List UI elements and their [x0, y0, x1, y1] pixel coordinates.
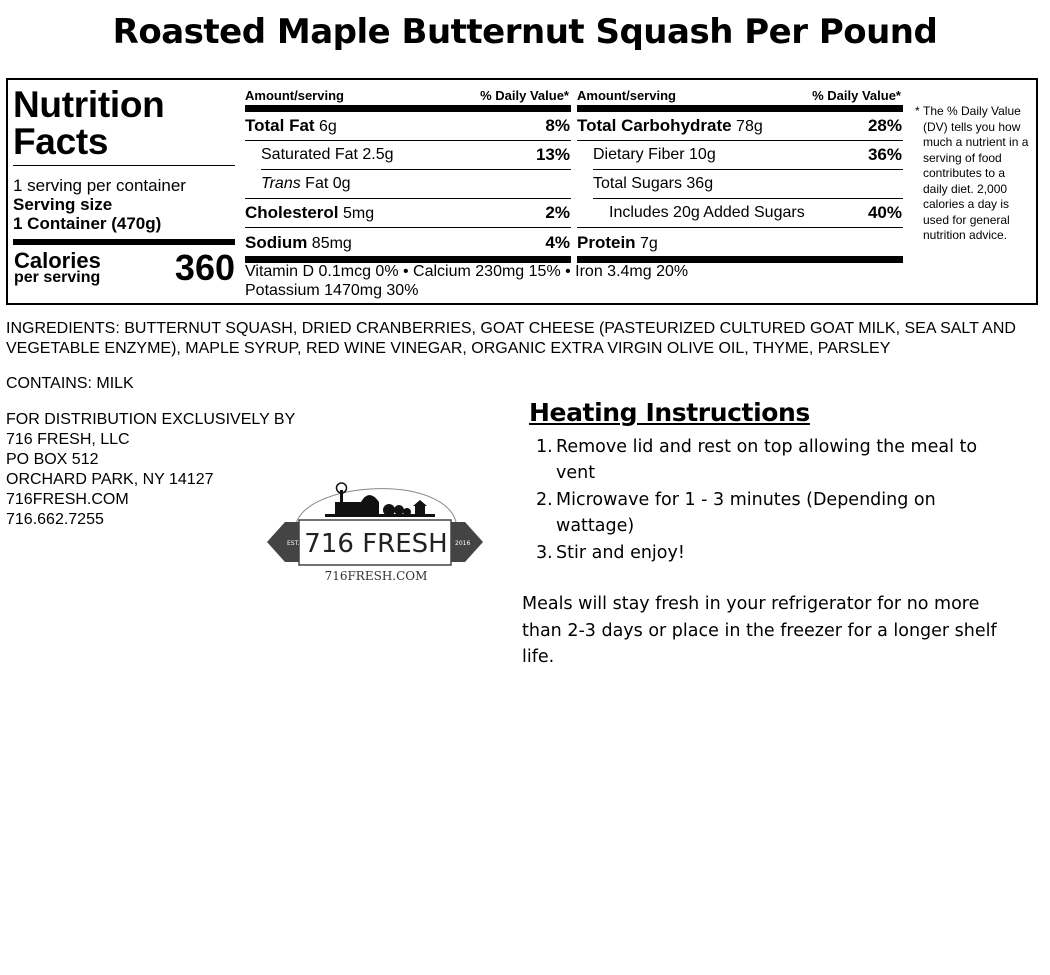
- nutrient-row-total-fat: [245, 112, 571, 141]
- brand-logo: [265, 472, 487, 587]
- divider: [13, 165, 235, 166]
- dv-header: % Daily Value*: [480, 88, 569, 103]
- nutrient-dv: 2%: [545, 203, 570, 222]
- nutrient-amount: 85mg: [311, 235, 352, 252]
- distributor-line: FOR DISTRIBUTION EXCLUSIVELY BY: [6, 411, 296, 428]
- nutrient-dv: 28%: [867, 116, 902, 135]
- storage-note: Meals will stay fresh in your refrigerator for no more than 2-3 days or place in the freezer for a longer shelf life.: [522, 594, 997, 667]
- nutrient-row-added-sugars: [577, 199, 903, 228]
- nutrient-amount: 2.5g: [362, 146, 394, 163]
- heating-step: [530, 540, 990, 566]
- nutrient-row-saturated-fat: [245, 141, 571, 170]
- nutrient-name: Includes 20g Added Sugars: [609, 204, 805, 221]
- vitamins-line-1: Vitamin D 0.1mcg 0% • Calcium 230mg 15% • Iron 3.4mg 20%: [245, 263, 689, 280]
- column-header: [577, 88, 903, 105]
- nutrient-dv: 36%: [867, 145, 902, 164]
- column-bar: [245, 105, 571, 112]
- nutrient-column-left: [245, 88, 571, 263]
- serving-size-value: 1 Container (470g): [13, 214, 162, 233]
- heating-step: [530, 434, 990, 486]
- calories-label: Calories: [14, 248, 101, 273]
- heating-step: [530, 487, 990, 539]
- step-number: 3.: [536, 543, 553, 563]
- nutrient-name: Trans: [261, 175, 301, 192]
- calories-sub-label: per serving: [14, 269, 101, 286]
- nutrition-facts-panel: [6, 78, 1038, 305]
- nutrient-amount: 6g: [319, 118, 337, 135]
- amount-header: Amount/serving: [577, 88, 676, 103]
- nutrient-name: Total Sugars: [593, 175, 682, 192]
- step-number: 1.: [536, 437, 553, 457]
- column-header: [245, 88, 571, 105]
- nutrient-row-protein: [577, 228, 903, 263]
- logo-url: 716FRESH.COM: [324, 569, 428, 583]
- servings-per-container: 1 serving per container: [13, 176, 186, 195]
- vitamins-line-2: Potassium 1470mg 30%: [245, 282, 419, 299]
- footnote-asterisk: *: [915, 104, 920, 118]
- daily-value-footnote: [915, 104, 1030, 244]
- nutrient-amount: 36g: [686, 175, 714, 192]
- calories-block: [13, 248, 235, 294]
- nutrient-name: Total Carbohydrate: [577, 116, 732, 135]
- logo-est: EST.: [287, 540, 300, 547]
- nutrition-heading: [13, 86, 235, 160]
- step-text: Stir and enjoy!: [556, 543, 685, 563]
- logo-name: 716 FRESH: [304, 529, 448, 559]
- nutrient-row-cholesterol: [245, 199, 571, 228]
- ingredients-list: INGREDIENTS: BUTTERNUT SQUASH, DRIED CRANBERRIES, GOAT CHEESE (PASTEURIZED CULTURED GOAT MILK, SEA SALT AND VEGETABLE ENZYME), MAPLE SYRUP, RED WINE VINEGAR, ORGANIC EXTRA VIRGIN OLIVE OIL, THYME, PARSLEY: [6, 320, 1016, 357]
- thick-divider: [13, 239, 235, 245]
- calories-value: 360: [174, 247, 235, 288]
- serving-size-label: Serving size: [13, 195, 113, 214]
- nutrient-amount: 5mg: [342, 205, 375, 222]
- distributor-po-box: PO BOX 512: [6, 451, 99, 468]
- nutrient-name: Protein: [577, 233, 636, 252]
- footnote-text: The % Daily Value (DV) tells you how much a nutrient in a serving of food contributes to a daily diet. 2,000 calories a day is used for general nutrition advice.: [923, 104, 1029, 242]
- nutrient-row-total-sugars: [577, 170, 903, 199]
- distributor-website: 716FRESH.COM: [6, 491, 129, 508]
- nutrient-amount: 7g: [640, 235, 658, 252]
- step-text: Remove lid and rest on top allowing the meal to vent: [556, 437, 978, 483]
- nutrient-name: Total Fat: [245, 116, 315, 135]
- product-title: Roasted Maple Butternut Squash Per Pound: [112, 12, 938, 52]
- logo-year: 2016: [455, 540, 471, 547]
- distributor-city: ORCHARD PARK, NY 14127: [6, 471, 214, 488]
- nutrient-amount: 10g: [689, 146, 716, 163]
- nutrient-name: Cholesterol: [245, 203, 339, 222]
- nutrient-dv: 13%: [535, 145, 570, 164]
- nutrient-dv: 40%: [867, 203, 902, 222]
- nutrient-dv: 8%: [545, 116, 570, 135]
- step-text: Microwave for 1 - 3 minutes (Depending on wattage): [556, 490, 936, 536]
- dv-header: % Daily Value*: [812, 88, 901, 103]
- distributor-info: [6, 410, 295, 530]
- nutrient-column-right: [577, 88, 903, 263]
- column-bar: [577, 105, 903, 112]
- nutrient-name: Dietary Fiber: [593, 146, 685, 163]
- nutrient-name: Saturated Fat: [261, 146, 358, 163]
- nutrient-row-total-carbohydrate: [577, 112, 903, 141]
- distributor-company: 716 FRESH, LLC: [6, 431, 130, 448]
- nutrient-row-sodium: [245, 228, 571, 263]
- nutrition-heading-line2: Facts: [13, 121, 109, 162]
- nutrient-amount: 78g: [736, 118, 763, 135]
- nutrient-row-dietary-fiber: [577, 141, 903, 170]
- vitamins-minerals: [245, 262, 688, 300]
- heating-title: Heating Instructions: [529, 398, 810, 427]
- nutrient-row-trans-fat: [245, 170, 571, 199]
- nutrient-dv: 4%: [545, 233, 570, 252]
- nutrition-summary: [13, 86, 235, 294]
- nutrition-heading-line1: Nutrition: [13, 84, 165, 125]
- heating-steps: [530, 434, 990, 567]
- nutrient-name: Sodium: [245, 233, 308, 252]
- step-number: 2.: [536, 490, 553, 510]
- allergen-statement: CONTAINS: MILK: [6, 375, 134, 392]
- nutrient-amount: Fat 0g: [305, 175, 351, 192]
- amount-header: Amount/serving: [245, 88, 344, 103]
- distributor-phone: 716.662.7255: [6, 511, 104, 528]
